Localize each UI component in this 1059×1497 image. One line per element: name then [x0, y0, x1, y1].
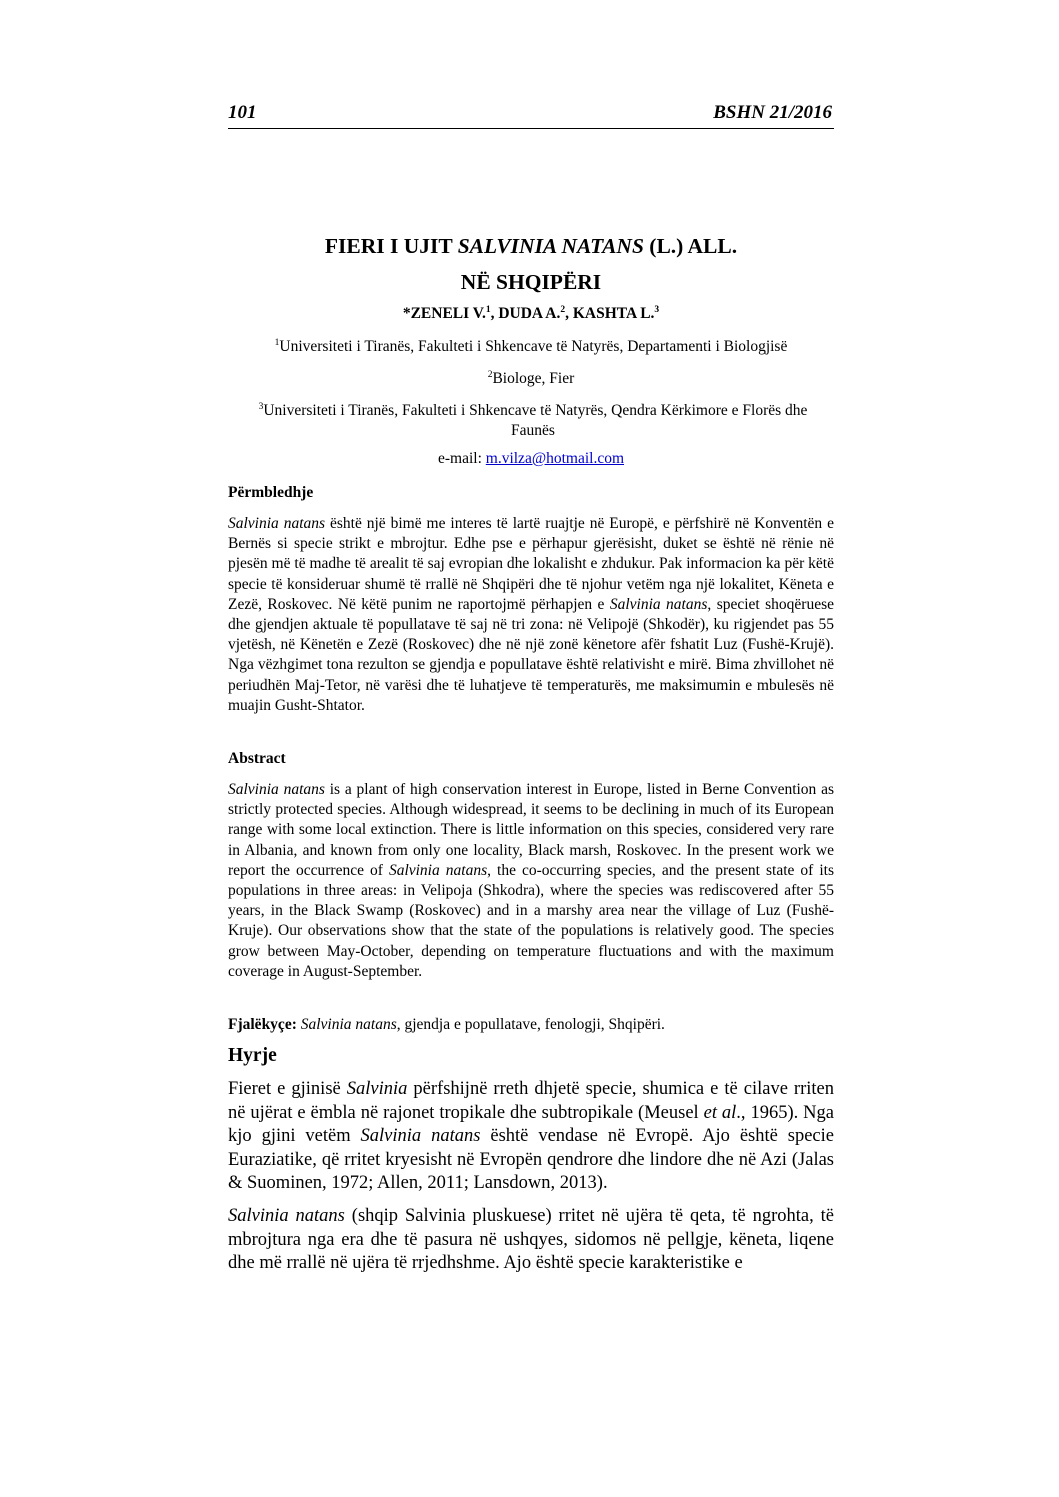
running-header [228, 100, 834, 129]
hyrje-paragraph-2: Salvinia natans (shqip Salvinia pluskuese) rritet në ujëra të qeta, të ngrohta, të mbrojtura nga era dhe të pasura në ushqyes, sidomos në pellgje, këneta, liqene dhe më rrallë në ujëra të rrjedhshme. Ajo është specie karakteristike e [228, 1206, 834, 1274]
author-list: *ZENELI V.$^1$, DUDA A.$^2$, KASHTA L.$^3$ [402, 305, 660, 322]
permbledhje-heading: Përmbledhje [228, 484, 314, 501]
affiliation-1: $^1$Universiteti i Tiranës, Fakulteti i Shkencave të Natyrës, Departamenti i Biologjisë [274, 338, 788, 355]
paper-title [228, 228, 834, 300]
affiliation-3: $^3$Universiteti i Tiranës, Fakulteti i Shkencave të Natyrës, Qendra Kërkimore e Florës dhe Faunës [258, 402, 808, 439]
page-number: 101 [228, 102, 257, 123]
journal-reference: BSHN 21/2016 [713, 102, 832, 123]
hyrje-paragraph-1: Fieret e gjinisë Salvinia përfshijnë rreth dhjetë specie, shumica e të cilave rriten në ujërat e ëmbla në rajonet tropikale dhe subtropikale (Meusel et al., 1965). Nga kjo gjini vetëm Salvinia natans është vendase në Evropë. Ajo është specie Euraziatike, që rritet kryesisht në Evropën qendrore dhe lindore dhe në Azi (Jalas & Suominen, 1972; Allen, 2011; Lansdown, 2013). [228, 1079, 834, 1194]
title-species: SALVINIA NATANS [457, 234, 644, 258]
email-link[interactable]: m.vilza@hotmail.com [485, 450, 625, 467]
permbledhje-text: Salvinia natans është një bimë me interes të lartë ruajtje në Europë, e përfshirë në Konventën e Bernës si specie strikt e mbrojtur. Edhe pse e përhapur gjerësisht, duket se është në rënie në pjesën më të madhe të arealit të saj evropian dhe lokalisht e zhdukur. Pak informacion ka për këtë specie të konsideruar shumë të rrallë në Shqipëri dhe të njohur vetëm nga një lokalitet, Këneta e Zezë, Roskovec. Në këtë punim ne raportojmë përhapjen e Salvinia natans, speciet shoqëruese dhe gjendjen aktuale të popullatave të saj në tri zona: në Velipojë (Shkodër), ku rigjendet pas 55 vjetësh, në Kënetën e Zezë (Roskovec) dhe në një zonë kënetore afër fshatit Luz (Fushë-Krujë). Nga vëzhgimet tona rezulton se gjendja e popullatave është relativisht e mirë. Bima zhvillohet në periudhën Maj-Tetor, në varësi dhe të luhatjeve të temperaturës, me maksimumin e mbulesës në muajin Gusht-Shtator. [228, 515, 835, 714]
abstract-heading: Abstract [228, 750, 286, 767]
author-name: *ZENELI V. [402, 305, 486, 322]
keywords: Fjalëkyçe: Salvinia natans, gjendja e popullatave, fenologji, Shqipëri. [228, 1016, 665, 1033]
hyrje-heading: Hyrje [228, 1045, 277, 1066]
author-name: DUDA A. [498, 305, 561, 322]
affiliation-2: $^2$Biologe, Fier [487, 370, 575, 387]
title-line-2: NË SHQIPËRI [460, 270, 602, 294]
title-line-1: FIERI I UJIT SALVINIA NATANS (L.) ALL. [324, 234, 738, 258]
author-name: KASHTA L. [572, 305, 655, 322]
abstract-text: Salvinia natans is a plant of high conservation interest in Europe, listed in Berne Convention as strictly protected species. Although widespread, it seems to be declining in much of its European range with some local extinction. There is little information on this species, considered very rare in Albania, and known from only one locality, Black marsh, Roskovec. In the present work we report the occurrence of Salvinia natans, the co-occurring species, and the present state of its populations in three areas: in Velipoja (Shkodra), where the species was rediscovered after 55 years, in the Black Swamp (Roskovec) and in a marshy area near the village of Luz (Fushë- Kruje). Our observations show that the state of the populations is relatively good. The species grow between May-October, depending on temperature fluctuations and with the maximum coverage in August-September. [228, 781, 835, 980]
contact-email: e-mail: m.vilza@hotmail.com [437, 450, 625, 467]
